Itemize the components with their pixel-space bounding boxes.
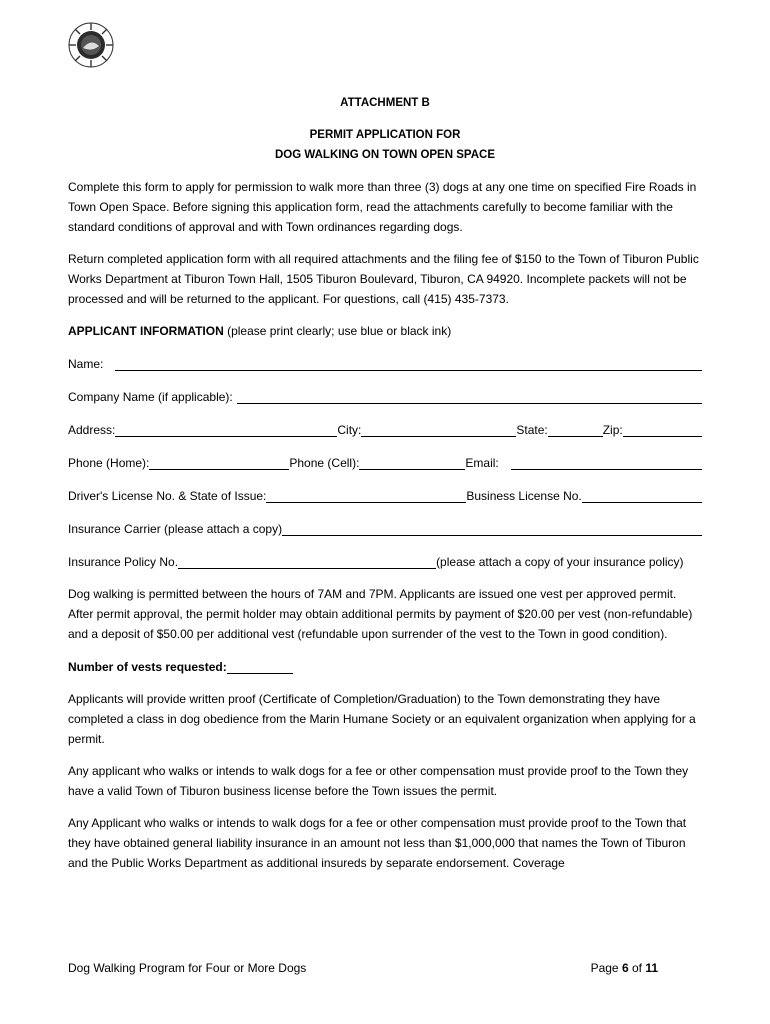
vests-row bbox=[68, 657, 702, 677]
insurance-policy-field[interactable] bbox=[178, 553, 436, 569]
title-line-1: PERMIT APPLICATION FOR bbox=[309, 129, 461, 141]
insurance-paragraph: Any Applicant who walks or intends to walk dogs for a fee or other compensation must provide proof to the Town that they have obtained general liability insurance in an amount not less than $1,000,000 that names the Town of Tiburon and the Public Works Department as additional insureds by separate endorsement. Coverage bbox=[68, 816, 687, 870]
address-label: Address: bbox=[68, 423, 116, 437]
name-row bbox=[68, 354, 702, 374]
obedience-paragraph: Applicants will provide written proof (Certificate of Completion/Graduation) to the Town demonstrating they have completed a class in dog obedience from the Marin Humane Society or an equivalent organization when applying for a permit. bbox=[68, 692, 696, 746]
page-prefix: Page bbox=[590, 961, 622, 975]
company-label: Company Name (if applicable): bbox=[68, 390, 233, 404]
state-field[interactable] bbox=[548, 421, 603, 437]
city-field[interactable] bbox=[361, 421, 516, 437]
insurance-policy-row bbox=[68, 552, 702, 572]
insurance-carrier-field[interactable] bbox=[282, 520, 702, 536]
page-of: of bbox=[628, 961, 646, 975]
phone-cell-label: Phone (Cell): bbox=[289, 456, 360, 470]
applicant-heading-label: APPLICANT INFORMATION bbox=[68, 324, 224, 338]
hours-paragraph: Dog walking is permitted between the hours of 7AM and 7PM. Applicants are issued one vest per approved permit. After permit approval, the permit holder may obtain additional permits by payment of $20.00 per vest (non-refundable) and a deposit of $50.00 per additional vest (refundable upon surrender of the vest to the Town in good condition). bbox=[68, 587, 693, 641]
name-label: Name: bbox=[68, 357, 104, 371]
email-field[interactable] bbox=[511, 454, 702, 470]
insurance-policy-note: (please attach a copy of your insurance policy) bbox=[436, 555, 684, 569]
address-field[interactable] bbox=[115, 421, 337, 437]
drivers-license-label: Driver's License No. & State of Issue: bbox=[68, 489, 267, 503]
phone-home-label: Phone (Home): bbox=[68, 456, 150, 470]
page-total: 11 bbox=[645, 961, 658, 975]
state-label: State: bbox=[516, 423, 548, 437]
insurance-policy-label: Insurance Policy No. bbox=[68, 555, 179, 569]
vests-field[interactable] bbox=[227, 658, 293, 674]
page-number bbox=[591, 961, 658, 975]
town-seal-icon bbox=[68, 22, 114, 68]
zip-field[interactable] bbox=[623, 421, 702, 437]
footer-program-title: Dog Walking Program for Four or More Dogs bbox=[68, 961, 307, 975]
city-label: City: bbox=[337, 423, 362, 437]
applicant-heading-note: (please print clearly; use blue or black ink) bbox=[223, 324, 452, 338]
business-license-field[interactable] bbox=[582, 487, 702, 503]
address-row bbox=[68, 420, 702, 440]
email-label: Email: bbox=[465, 456, 499, 470]
business-license-paragraph: Any applicant who walks or intends to walk dogs for a fee or other compensation must provide proof to the Town they have a valid Town of Tiburon business license before the Town issues the permit. bbox=[68, 764, 689, 798]
vests-label: Number of vests requested: bbox=[68, 660, 227, 674]
intro-paragraph: Complete this form to apply for permission to walk more than three (3) dogs at any one time on specified Fire Roads in Town Open Space. Before signing this application form, read the attachments carefully to become familiar with the standard conditions of approval and with Town ordinances regarding dogs. bbox=[68, 180, 697, 234]
return-instructions-paragraph: Return completed application form with all required attachments and the filing fee of $150 to the Town of Tiburon Public Works Department at Tiburon Town Hall, 1505 Tiburon Boulevard, Tiburon, CA 94920. Incomplete packets will not be processed and will be returned to the applicant. For questions, call (415) 435-7373. bbox=[68, 252, 699, 306]
title-line-2: DOG WALKING ON TOWN OPEN SPACE bbox=[275, 149, 495, 161]
phone-cell-field[interactable] bbox=[359, 454, 465, 470]
attachment-heading: ATTACHMENT B bbox=[340, 97, 430, 109]
company-field[interactable] bbox=[237, 388, 702, 404]
license-row bbox=[68, 486, 702, 506]
name-field[interactable] bbox=[115, 355, 702, 371]
zip-label: Zip: bbox=[602, 423, 623, 437]
page-current: 6 bbox=[621, 961, 629, 975]
phone-home-field[interactable] bbox=[149, 454, 289, 470]
company-row bbox=[68, 387, 702, 407]
insurance-carrier-label: Insurance Carrier (please attach a copy) bbox=[68, 522, 283, 536]
insurance-carrier-row bbox=[68, 519, 702, 539]
form-body bbox=[68, 93, 702, 873]
business-license-label: Business License No. bbox=[466, 489, 582, 503]
drivers-license-field[interactable] bbox=[266, 487, 466, 503]
phone-row bbox=[68, 453, 702, 473]
applicant-heading bbox=[68, 321, 702, 341]
page-footer bbox=[68, 961, 658, 975]
